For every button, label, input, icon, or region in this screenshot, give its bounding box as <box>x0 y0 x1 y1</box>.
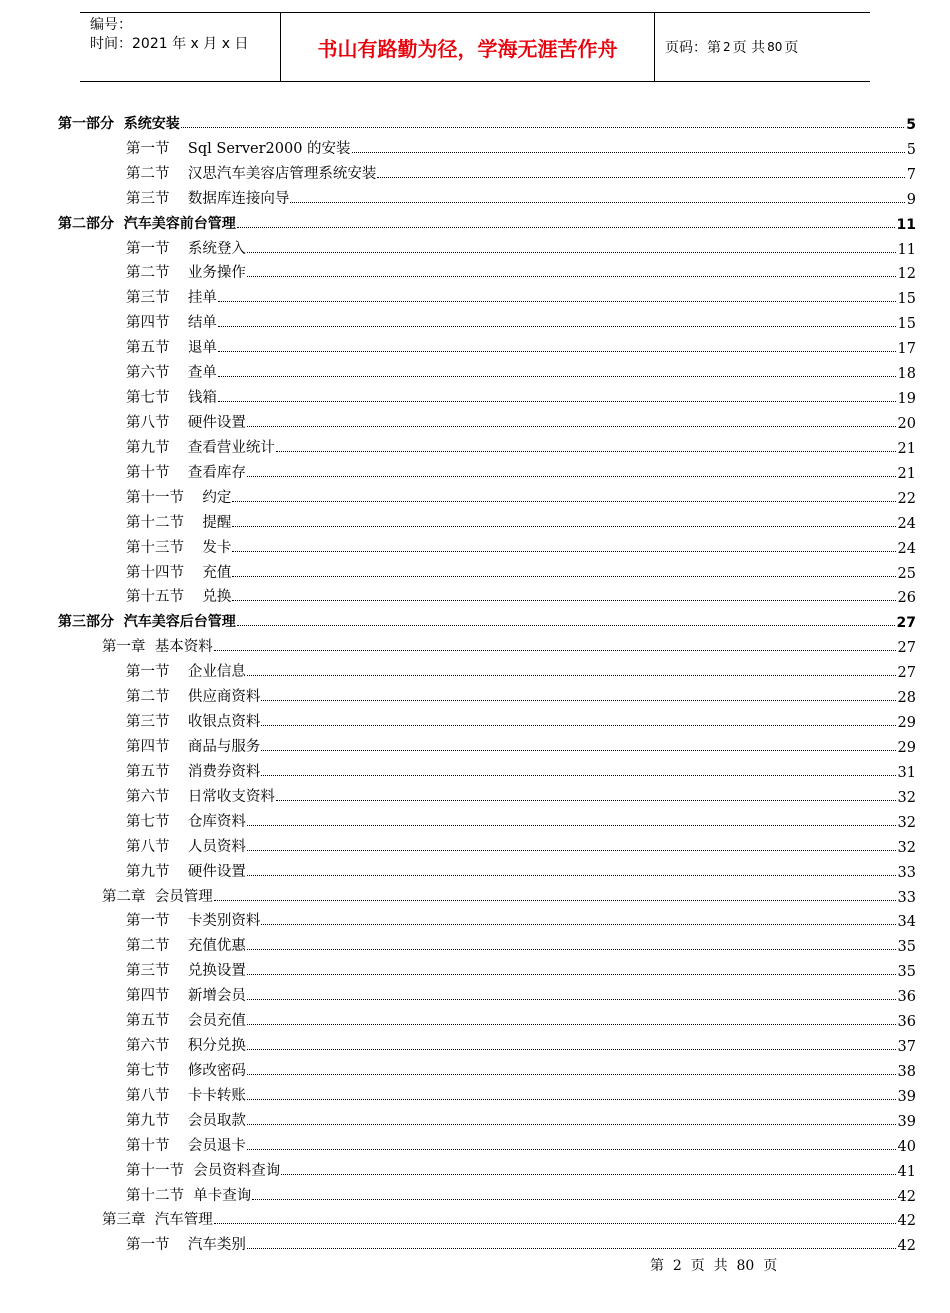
toc-entry[interactable] <box>58 1080 916 1105</box>
toc-entry[interactable] <box>58 631 916 656</box>
toc-entry-page: 32 <box>897 814 916 831</box>
toc-entry-page: 41 <box>897 1163 916 1180</box>
table-of-contents <box>58 108 916 1254</box>
toc-leader-dots <box>232 600 895 601</box>
toc-entry-label: 第六节 日常收支资料 <box>126 785 276 806</box>
page-label-suffix: 页 <box>784 40 799 56</box>
toc-entry[interactable] <box>58 781 916 806</box>
toc-leader-dots <box>261 924 895 925</box>
toc-leader-dots <box>352 152 905 153</box>
header-motto: 书山有路勤为径，学海无涯苦作舟 <box>317 36 618 61</box>
toc-entry-label: 第三节 收银点资料 <box>126 710 261 731</box>
toc-entry-page: 27 <box>897 665 916 682</box>
toc-entry-page: 12 <box>897 266 916 283</box>
toc-entry-page: 35 <box>897 939 916 956</box>
page-footer: 第 2 页 共 80 页 <box>650 1258 778 1274</box>
toc-entry[interactable] <box>58 756 916 781</box>
toc-entry[interactable] <box>58 1180 916 1205</box>
toc-entry[interactable] <box>58 1205 916 1230</box>
toc-entry[interactable] <box>58 332 916 357</box>
toc-leader-dots <box>237 625 895 626</box>
toc-entry[interactable] <box>58 881 916 906</box>
toc-entry-label: 第三部分 汽车美容后台管理 <box>58 611 237 631</box>
toc-entry-label: 第一部分 系统安装 <box>58 113 181 133</box>
toc-entry-label: 第二部分 汽车美容前台管理 <box>58 213 237 233</box>
toc-entry[interactable] <box>58 1005 916 1030</box>
toc-entry-label: 第五节 消费券资料 <box>126 760 261 781</box>
toc-entry-page: 37 <box>897 1039 916 1056</box>
toc-entry[interactable] <box>58 432 916 457</box>
toc-entry-label: 第一节 系统登入 <box>126 237 247 258</box>
toc-entry-page: 26 <box>897 590 916 607</box>
toc-entry-label: 第七节 仓库资料 <box>126 810 247 831</box>
document-number-label: 编号： <box>90 17 132 33</box>
toc-entry[interactable] <box>58 183 916 208</box>
toc-entry[interactable] <box>58 831 916 856</box>
toc-entry-page: 29 <box>897 715 916 732</box>
toc-entry-label: 第九节 会员取款 <box>126 1109 247 1130</box>
toc-entry-label: 第五节 会员充值 <box>126 1009 247 1030</box>
toc-entry-label: 第四节 商品与服务 <box>126 735 261 756</box>
toc-entry-label: 第八节 卡卡转账 <box>126 1084 247 1105</box>
toc-leader-dots <box>237 227 895 228</box>
toc-entry[interactable] <box>58 930 916 955</box>
toc-entry-page: 31 <box>897 764 916 781</box>
toc-entry-page: 17 <box>897 341 916 358</box>
toc-leader-dots <box>276 800 896 801</box>
toc-entry-label: 第一节 企业信息 <box>126 660 247 681</box>
toc-leader-dots <box>247 1074 896 1075</box>
toc-entry[interactable] <box>58 158 916 183</box>
toc-entry-page: 24 <box>897 515 916 532</box>
toc-leader-dots <box>214 650 896 651</box>
toc-entry-page: 5 <box>906 141 916 158</box>
toc-entry[interactable] <box>58 307 916 332</box>
toc-leader-dots <box>247 1099 896 1100</box>
toc-entry-page: 38 <box>897 1063 916 1080</box>
toc-entry[interactable] <box>58 108 916 133</box>
toc-entry-label: 第九节 查看营业统计 <box>126 436 276 457</box>
document-time-label: 时间：2021 年 x 月 x 日 <box>90 36 249 52</box>
toc-entry[interactable] <box>58 357 916 382</box>
toc-leader-dots <box>247 850 896 851</box>
toc-entry-label: 第六节 查单 <box>126 361 218 382</box>
toc-entry-label: 第十三节 发卡 <box>126 536 232 557</box>
toc-leader-dots <box>247 1149 896 1150</box>
toc-entry-page: 11 <box>896 216 916 233</box>
toc-entry[interactable] <box>58 906 916 931</box>
toc-entry-label: 第三节 挂单 <box>126 286 218 307</box>
page-current: 2 <box>723 40 731 54</box>
toc-leader-dots <box>218 301 896 302</box>
toc-entry[interactable] <box>58 557 916 582</box>
toc-entry-label: 第一节 卡类别资料 <box>126 909 261 930</box>
page-label-prefix: 页码：第 <box>665 40 721 56</box>
toc-entry[interactable] <box>58 980 916 1005</box>
toc-entry[interactable] <box>58 1155 916 1180</box>
toc-entry[interactable] <box>58 1030 916 1055</box>
toc-entry-page: 39 <box>897 1113 916 1130</box>
toc-leader-dots <box>247 476 896 477</box>
toc-entry-label: 第一章 基本资料 <box>102 635 214 656</box>
toc-leader-dots <box>181 127 905 128</box>
toc-entry-page: 24 <box>897 540 916 557</box>
toc-entry-page: 27 <box>897 640 916 657</box>
toc-leader-dots <box>247 252 896 253</box>
toc-leader-dots <box>247 949 896 950</box>
toc-entry[interactable] <box>58 1229 916 1254</box>
toc-entry-page: 29 <box>897 739 916 756</box>
toc-entry-label: 第六节 积分兑换 <box>126 1034 247 1055</box>
toc-entry-label: 第十二节 单卡查询 <box>126 1184 252 1205</box>
toc-leader-dots <box>232 526 895 527</box>
toc-leader-dots <box>218 376 896 377</box>
toc-entry-label: 第一节 Sql Server2000 的安装 <box>126 137 352 158</box>
page-total: 80 <box>767 40 783 54</box>
header-motto-cell <box>281 13 655 81</box>
toc-entry[interactable] <box>58 656 916 681</box>
toc-entry-page: 20 <box>897 415 916 432</box>
toc-entry[interactable] <box>58 1105 916 1130</box>
toc-entry[interactable] <box>58 806 916 831</box>
toc-entry-page: 33 <box>897 864 916 881</box>
toc-entry-page: 27 <box>896 615 916 632</box>
toc-entry-page: 36 <box>897 989 916 1006</box>
toc-entry[interactable] <box>58 282 916 307</box>
toc-entry[interactable] <box>58 233 916 258</box>
toc-entry[interactable] <box>58 208 916 233</box>
toc-entry-page: 35 <box>897 964 916 981</box>
toc-entry-page: 36 <box>897 1014 916 1031</box>
toc-entry-page: 9 <box>906 191 916 208</box>
toc-entry-label: 第三节 数据库连接向导 <box>126 187 290 208</box>
toc-entry-label: 第十一节 会员资料查询 <box>126 1159 281 1180</box>
toc-leader-dots <box>247 1024 896 1025</box>
toc-entry[interactable] <box>58 407 916 432</box>
toc-entry-page: 42 <box>897 1188 916 1205</box>
toc-leader-dots <box>214 900 896 901</box>
toc-entry-label: 第二节 业务操作 <box>126 261 247 282</box>
toc-entry-label: 第三节 兑换设置 <box>126 959 247 980</box>
toc-entry[interactable] <box>58 681 916 706</box>
toc-entry[interactable] <box>58 532 916 557</box>
toc-entry-label: 第四节 结单 <box>126 311 218 332</box>
toc-entry-page: 33 <box>897 889 916 906</box>
toc-entry[interactable] <box>58 706 916 731</box>
toc-leader-dots <box>218 401 896 402</box>
toc-leader-dots <box>247 999 896 1000</box>
toc-entry-page: 32 <box>897 839 916 856</box>
toc-leader-dots <box>214 1223 896 1224</box>
toc-entry-page: 11 <box>897 241 916 258</box>
toc-entry-page: 19 <box>897 391 916 408</box>
toc-entry-page: 25 <box>897 565 916 582</box>
toc-entry[interactable] <box>58 955 916 980</box>
toc-entry-page: 15 <box>897 316 916 333</box>
toc-entry-page: 42 <box>897 1213 916 1230</box>
toc-entry-label: 第十一节 约定 <box>126 486 232 507</box>
toc-entry[interactable] <box>58 582 916 607</box>
toc-leader-dots <box>247 426 896 427</box>
toc-leader-dots <box>232 551 895 552</box>
toc-leader-dots <box>290 202 904 203</box>
toc-entry-label: 第八节 硬件设置 <box>126 411 247 432</box>
toc-leader-dots <box>232 576 895 577</box>
toc-entry[interactable] <box>58 1130 916 1155</box>
toc-entry-label: 第二节 供应商资料 <box>126 685 261 706</box>
page-label-mid: 页 共 <box>732 40 766 56</box>
header-page-cell <box>655 13 870 81</box>
toc-leader-dots <box>247 974 896 975</box>
toc-entry-label: 第五节 退单 <box>126 336 218 357</box>
header-info-cell <box>80 13 281 81</box>
toc-entry-label: 第十节 查看库存 <box>126 461 247 482</box>
toc-leader-dots <box>252 1199 895 1200</box>
toc-leader-dots <box>247 276 896 277</box>
toc-entry-label: 第二节 汉思汽车美容店管理系统安装 <box>126 162 377 183</box>
toc-entry-page: 42 <box>897 1238 916 1255</box>
toc-leader-dots <box>276 451 896 452</box>
toc-leader-dots <box>232 501 895 502</box>
toc-entry[interactable] <box>58 731 916 756</box>
toc-entry[interactable] <box>58 1055 916 1080</box>
toc-entry-label: 第七节 修改密码 <box>126 1059 247 1080</box>
toc-leader-dots <box>261 700 895 701</box>
toc-leader-dots <box>281 1174 895 1175</box>
toc-leader-dots <box>247 1248 896 1249</box>
toc-entry[interactable] <box>58 382 916 407</box>
toc-entry-page: 18 <box>897 366 916 383</box>
toc-entry-label: 第十节 会员退卡 <box>126 1134 247 1155</box>
toc-entry-label: 第七节 钱箱 <box>126 386 218 407</box>
toc-entry-label: 第三章 汽车管理 <box>102 1208 214 1229</box>
toc-entry-page: 40 <box>897 1138 916 1155</box>
toc-entry-label: 第一节 汽车类别 <box>126 1233 247 1254</box>
toc-entry[interactable] <box>58 482 916 507</box>
toc-entry-page: 34 <box>897 914 916 931</box>
toc-leader-dots <box>247 875 896 876</box>
toc-entry[interactable] <box>58 856 916 881</box>
toc-entry[interactable] <box>58 457 916 482</box>
toc-leader-dots <box>261 775 895 776</box>
toc-entry[interactable] <box>58 606 916 631</box>
toc-entry-label: 第十五节 兑换 <box>126 585 232 606</box>
toc-entry-page: 22 <box>897 490 916 507</box>
toc-entry[interactable] <box>58 258 916 283</box>
toc-entry-page: 32 <box>897 789 916 806</box>
toc-entry-page: 21 <box>897 465 916 482</box>
toc-entry-label: 第十二节 提醒 <box>126 511 232 532</box>
toc-entry-page: 15 <box>897 291 916 308</box>
toc-entry-label: 第二章 会员管理 <box>102 885 214 906</box>
toc-leader-dots <box>247 675 896 676</box>
toc-leader-dots <box>218 351 896 352</box>
toc-entry-label: 第十四节 充值 <box>126 561 232 582</box>
toc-leader-dots <box>247 1049 896 1050</box>
toc-entry-page: 7 <box>906 166 916 183</box>
toc-entry-label: 第八节 人员资料 <box>126 835 247 856</box>
page-header <box>80 12 870 82</box>
toc-leader-dots <box>261 750 895 751</box>
toc-entry[interactable] <box>58 133 916 158</box>
toc-leader-dots <box>218 326 896 327</box>
toc-entry[interactable] <box>58 507 916 532</box>
toc-entry-label: 第二节 充值优惠 <box>126 934 247 955</box>
toc-entry-page: 21 <box>897 440 916 457</box>
toc-entry-page: 39 <box>897 1088 916 1105</box>
toc-leader-dots <box>247 825 896 826</box>
toc-entry-label: 第九节 硬件设置 <box>126 860 247 881</box>
toc-leader-dots <box>377 177 904 178</box>
toc-leader-dots <box>247 1124 896 1125</box>
toc-entry-page: 28 <box>897 690 916 707</box>
toc-entry-label: 第四节 新增会员 <box>126 984 247 1005</box>
toc-entry-page: 5 <box>906 116 916 133</box>
toc-leader-dots <box>261 725 895 726</box>
